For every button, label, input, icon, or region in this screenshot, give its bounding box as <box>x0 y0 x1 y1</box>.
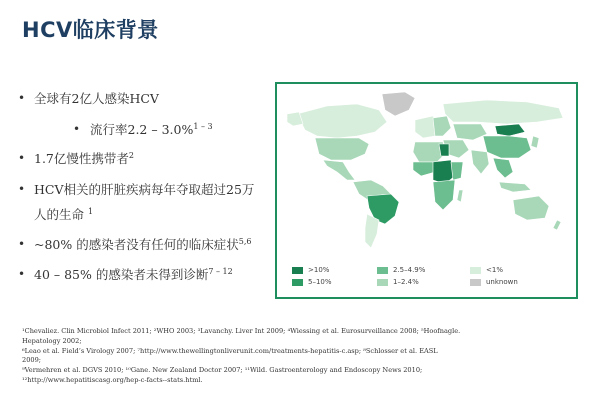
reference-line: ¹Chevaliez. Clin Microbiol Infect 2011; ²WHO 2003; ³Lavanchy. Liver Int 2009; ⁴Wiessing et al. Eurosurveillance 2008; ⁵Hoofnagle. <box>22 327 461 335</box>
map-region-russia <box>443 100 563 124</box>
legend-label: >10% <box>308 266 330 274</box>
legend-label: unknown <box>486 278 518 286</box>
bullet-dot-icon: • <box>18 91 26 105</box>
bullet-dot-icon: • <box>18 151 26 165</box>
reference-line: ¹²http://www.hepatitiscasg.org/hep-c-facts--stats.html. <box>22 375 203 384</box>
map-region-west-africa <box>413 162 435 176</box>
map-region-canada <box>297 104 387 138</box>
reference-line: ⁶Leao et al. Field’s Virology 2007; ⁷http://www.thewellingtonliverunit.com/treatments-hepatitis-c.asp; ⁸Schlosser et al. EASL <box>22 346 438 355</box>
map-region-indonesia <box>499 182 531 192</box>
map-region-new-zealand <box>553 220 561 230</box>
citation-superscript: 7 – 12 <box>208 266 233 276</box>
legend-swatch <box>377 279 388 286</box>
legend-item <box>377 278 419 286</box>
bullet-text: ~80% 的感染者没有任何的临床症状 <box>34 237 239 252</box>
map-region-china <box>483 136 531 158</box>
bullet-dot-icon: • <box>18 182 26 196</box>
map-region-central-asia <box>453 124 487 140</box>
legend-swatch <box>292 267 303 274</box>
world-prevalence-map <box>287 92 569 258</box>
reference-line: Hepatology 2002; <box>22 336 82 345</box>
map-region-southern-africa <box>433 180 455 210</box>
legend-label: 2.5–4.9% <box>393 266 426 274</box>
bullet-text: 流行率2.2 – 3.0% <box>90 122 194 137</box>
map-region-greenland <box>382 92 415 116</box>
map-region-australia <box>513 196 549 220</box>
legend-swatch <box>292 279 303 286</box>
reference-line: ⁹Vermehren et al. DGVS 2010; ¹⁰Gane. New Zealand Doctor 2007; ¹¹Wild. Gastroenterology and Endoscopy News 2010; <box>22 366 423 375</box>
legend-item <box>470 278 518 286</box>
map-region-east-africa <box>451 162 463 180</box>
map-region-europe-east <box>433 116 451 136</box>
legend-item <box>470 266 503 274</box>
bullet-dot-icon: • <box>18 237 26 251</box>
legend-label: 5–10% <box>308 278 332 286</box>
legend-swatch <box>470 279 481 286</box>
map-region-mongolia <box>495 124 525 136</box>
citation-superscript: 1 <box>87 206 94 216</box>
map-region-egypt <box>439 144 449 156</box>
legend-item <box>292 278 332 286</box>
map-region-mexico <box>323 160 355 180</box>
bullet-text: 40 – 85% 的感染者未得到诊断 <box>34 267 209 282</box>
bullet-text: 人的生命 <box>34 207 88 222</box>
legend-swatch <box>470 267 481 274</box>
map-region-madagascar <box>457 190 463 202</box>
map-region-usa <box>315 138 369 160</box>
bullet-text: 1.7亿慢性携带者 <box>34 151 129 166</box>
map-region-southern-cone <box>365 214 379 248</box>
citation-superscript: 2 <box>128 150 134 160</box>
legend-item <box>377 266 425 274</box>
map-region-japan <box>531 136 539 148</box>
bullet-dot-icon: • <box>18 267 26 281</box>
map-region-southeast-asia <box>493 158 513 178</box>
legend-label: <1% <box>486 266 503 274</box>
legend-item <box>292 266 329 274</box>
citation-superscript: 1 – 3 <box>193 121 213 131</box>
prevalence-map-panel <box>275 82 578 299</box>
slide-title: HCV临床背景 <box>22 18 159 42</box>
legend-swatch <box>377 267 388 274</box>
reference-line: 2009; <box>22 356 42 365</box>
bullet-text: HCV相关的肝脏疾病每年夺取超过25万 <box>34 182 255 197</box>
citation-superscript: 5,6 <box>238 236 252 246</box>
map-region-india <box>471 150 489 174</box>
bullet-text: 全球有2亿人感染HCV <box>34 91 159 106</box>
legend-label: 1–2.4% <box>393 278 419 286</box>
bullet-dot-icon: • <box>73 122 81 136</box>
references <box>22 327 582 386</box>
